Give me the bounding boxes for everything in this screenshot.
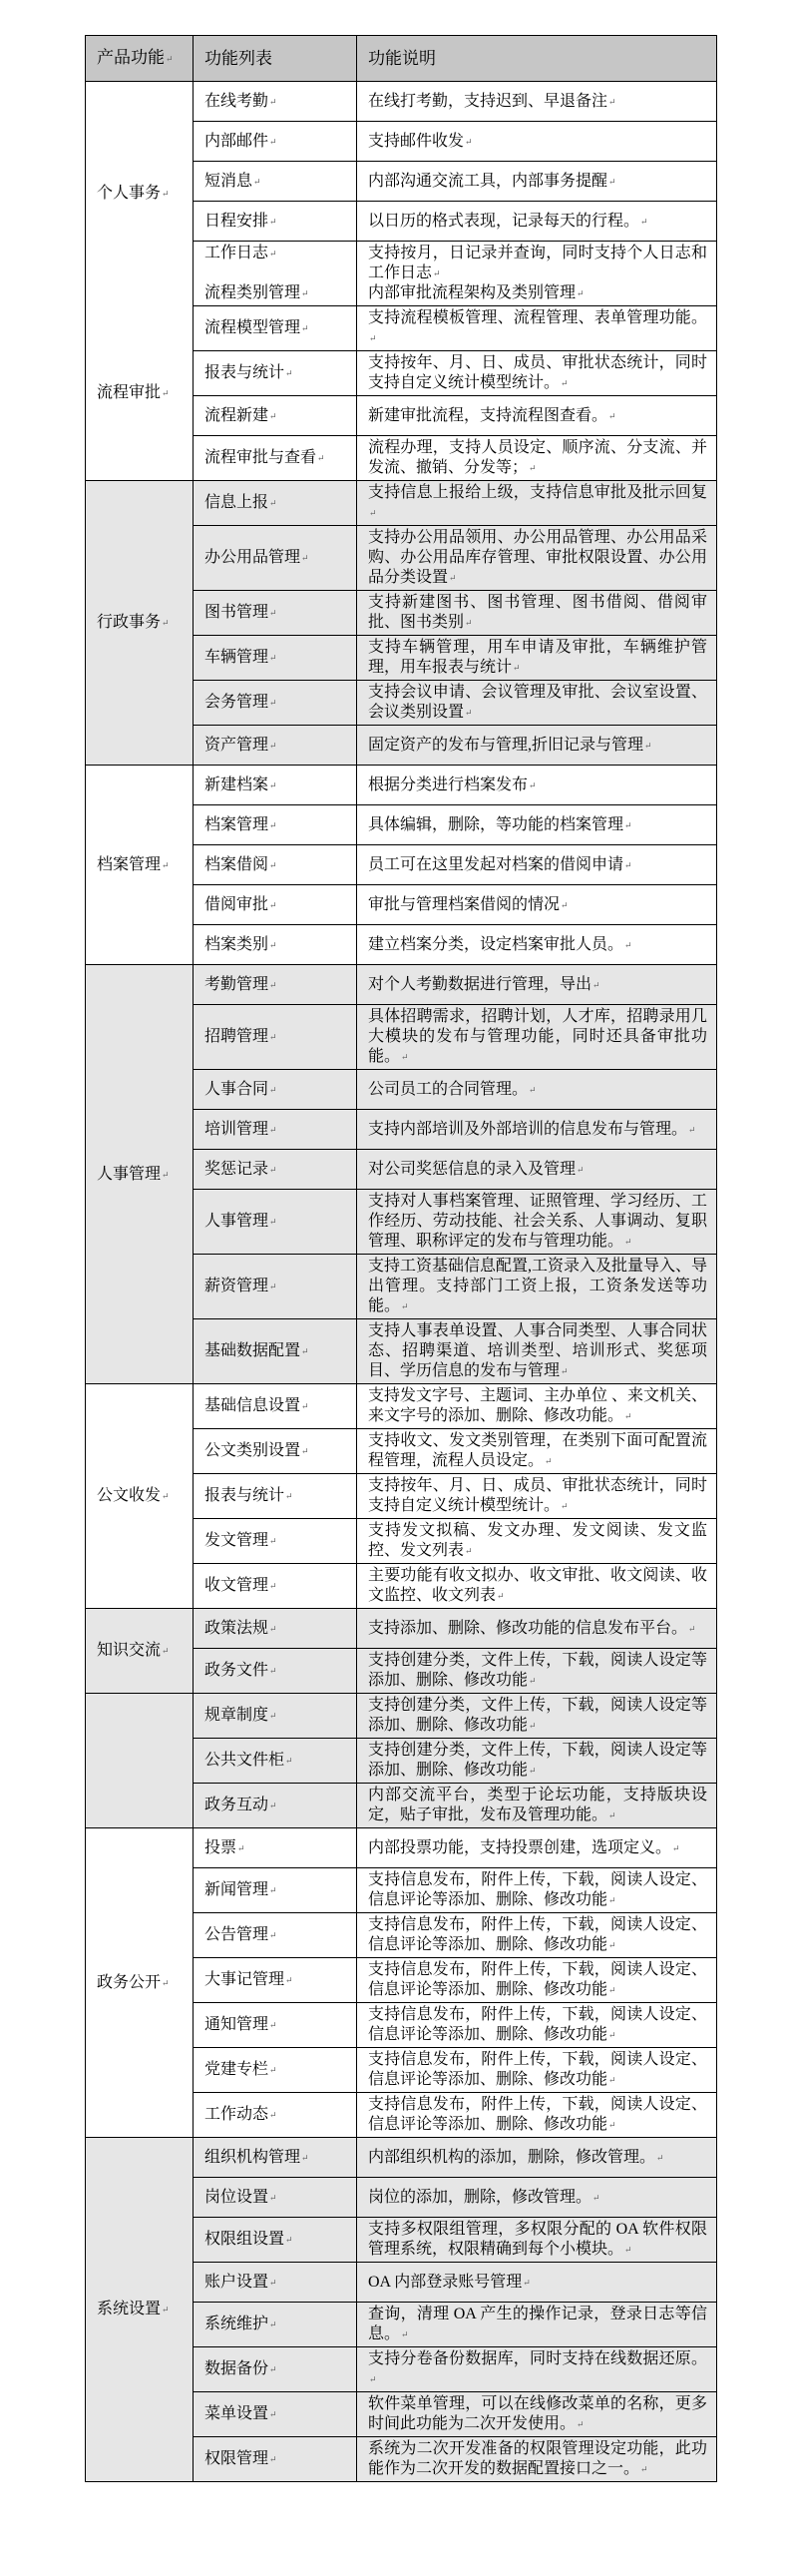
feature-description-cell: 支持信息上报给上级，支持信息审批及批示回复 ↵ [357,481,717,526]
feature-description-cell: 在线打考勤，支持迟到、早退备注 ↵ [357,82,717,122]
feature-description-cell: 支持邮件收发 ↵ [357,122,717,162]
group-name-cell [86,1694,194,1828]
feature-description-cell: 支持分卷备份数据库，同时支持在线数据还原。 ↵ [357,2347,717,2392]
feature-description-cell: 内部投票功能，支持投票创建，选项定义。 ↵ [357,1828,717,1868]
feature-description-cell: 内部交流平台，类型于论坛功能，支持版块设定，贴子审批，发布及管理功能。 ↵ [357,1784,717,1828]
feature-name-cell: 大事记管理 ↵ [194,1958,357,2003]
feature-name-cell: 内部邮件 ↵ [194,122,357,162]
feature-row [86,82,717,122]
feature-name-cell: 考勤管理 ↵ [194,965,357,1005]
feature-description-cell: 岗位的添加，删除，修改管理。 ↵ [357,2178,717,2218]
feature-description-cell: 以日历的格式表现，记录每天的行程。 ↵ [357,202,717,242]
feature-description-cell: 支持信息发布，附件上传，下载，阅读人设定、信息评论等添加、删除、修改功能 ↵ [357,2048,717,2093]
feature-description-cell: 根据分类进行档案发布 ↵ [357,766,717,805]
feature-description-cell: 支持信息发布，附件上传，下载，阅读人设定、信息评论等添加、删除、修改功能 ↵ [357,1868,717,1913]
feature-description-cell: 查询，清理 OA 产生的操作记录，登录日志等信息。 ↵ [357,2303,717,2347]
feature-row [86,766,717,805]
feature-row [86,1609,717,1649]
feature-name-cell: 通知管理 ↵ [194,2003,357,2048]
feature-row [86,1694,717,1739]
feature-name-cell: 档案管理 ↵ [194,805,357,845]
feature-name-cell: 公文类别设置 ↵ [194,1429,357,1474]
feature-name-cell: 培训管理 ↵ [194,1110,357,1150]
feature-name-cell: 办公用品管理 ↵ [194,526,357,591]
group-name-cell: 个人事务 ↵ [86,82,194,306]
feature-name-cell: 在线考勤 ↵ [194,82,357,122]
feature-row [86,1384,717,1429]
feature-description-cell: 支持创建分类，文件上传，下载，阅读人设定等添加、删除、修改功能 ↵ [357,1739,717,1784]
feature-name-cell: 基础数据配置 ↵ [194,1319,357,1384]
feature-description-cell: 软件菜单管理，可以在线修改菜单的名称，更多时间此功能为二次开发使用。 ↵ [357,2392,717,2437]
feature-name-cell: 招聘管理 ↵ [194,1005,357,1070]
feature-name-cell: 公共文件柜 ↵ [194,1739,357,1784]
feature-name-cell: 流程审批与查看 ↵ [194,436,357,481]
feature-description-cell: 支持对人事档案管理、证照管理、学习经历、工作经历、劳动技能、社会关系、人事调动、复职管理、职称评定的发布与管理功能。 ↵ [357,1190,717,1255]
feature-description-cell: 具体编辑，删除，等功能的档案管理 ↵ [357,805,717,845]
feature-name-cell: 报表与统计 ↵ [194,351,357,396]
feature-description-cell: 公司员工的合同管理。 ↵ [357,1070,717,1110]
group-name-cell: 行政事务 ↵ [86,481,194,766]
feature-description-cell: 员工可在这里发起对档案的借阅申请 ↵ [357,845,717,885]
feature-description-cell: 支持工资基础信息配置,工资录入及批量导入、导出管理。支持部门工资上报，工资条发送等功能。 ↵ [357,1255,717,1319]
feature-description-cell: 主要功能有收文拟办、收文审批、收文阅读、收文监控、收文列表 ↵ [357,1564,717,1609]
feature-description-cell: 支持信息发布，附件上传，下载，阅读人设定、信息评论等添加、删除、修改功能 ↵ [357,2093,717,2138]
feature-name-cell: 流程新建 ↵ [194,396,357,436]
feature-description-cell: 支持办公用品领用、办公用品管理、办公用品采购、办公用品库存管理、审批权限设置、办公用品分类设置 ↵ [357,526,717,591]
feature-description-cell: 支持信息发布，附件上传，下载，阅读人设定、信息评论等添加、删除、修改功能 ↵ [357,2003,717,2048]
feature-description-cell: 支持人事表单设置、人事合同类型、人事合同状态、招聘渠道、培训类型、培训形式、奖惩项目、学历信息的发布与管理 ↵ [357,1319,717,1384]
feature-name-cell: 组织机构管理 ↵ [194,2138,357,2178]
feature-description-cell: 系统为二次开发准备的权限管理设定功能，此功能作为二次开发的数据配置接口之一。 ↵ [357,2437,717,2482]
group-name-cell: 知识交流 ↵ [86,1609,194,1694]
feature-name-cell: 党建专栏 ↵ [194,2048,357,2093]
feature-name-cell: 政策法规 ↵ [194,1609,357,1649]
group-name-cell: 人事管理 ↵ [86,965,194,1384]
group-name-cell: 档案管理 ↵ [86,766,194,965]
feature-name-cell: 工作动态 ↵ [194,2093,357,2138]
feature-name-cell: 人事管理 ↵ [194,1190,357,1255]
feature-name-cell: 规章制度 ↵ [194,1694,357,1739]
oa-product-feature-table [85,35,717,2482]
feature-name-cell: 车辆管理 ↵ [194,636,357,681]
feature-name-cell: 新闻管理 ↵ [194,1868,357,1913]
feature-row [86,1828,717,1868]
feature-name-cell: 资产管理 ↵ [194,726,357,766]
feature-name-cell: 人事合同 ↵ [194,1070,357,1110]
feature-description-cell: 支持流程模板管理、流程管理、表单管理功能。 ↵ [357,306,717,351]
feature-name-cell: 基础信息设置 ↵ [194,1384,357,1429]
feature-name-cell: 会务管理 ↵ [194,681,357,726]
feature-name-cell: 流程模型管理 ↵ [194,306,357,351]
feature-description-cell: 支持按月，日记录并查询，同时支持个人日志和工作日志 ↵ 内部审批流程架构及类别管理 ↵ [357,242,717,306]
feature-description-cell: 支持按年、月、日、成员、审批状态统计，同时支持自定义统计模型统计。 ↵ [357,1474,717,1519]
header-feature-description: 功能说明 [357,36,717,82]
feature-name-cell: 档案借阅 ↵ [194,845,357,885]
feature-description-cell: 支持车辆管理，用车申请及审批，车辆维护管理，用车报表与统计 ↵ [357,636,717,681]
feature-description-cell: 内部组织机构的添加，删除，修改管理。 ↵ [357,2138,717,2178]
feature-row [86,2138,717,2178]
feature-description-cell: 固定资产的发布与管理,折旧记录与管理 ↵ [357,726,717,766]
feature-name-cell: 岗位设置 ↵ [194,2178,357,2218]
feature-row [86,306,717,351]
group-name-cell: 流程审批 ↵ [86,306,194,481]
feature-description-cell: 新建审批流程，支持流程图查看。 ↵ [357,396,717,436]
feature-description-cell: 支持内部培训及外部培训的信息发布与管理。 ↵ [357,1110,717,1150]
feature-name-cell: 信息上报 ↵ [194,481,357,526]
feature-description-cell: 支持会议申请、会议管理及审批、会议室设置、会议类别设置 ↵ [357,681,717,726]
feature-name-cell: 收文管理 ↵ [194,1564,357,1609]
group-name-cell: 系统设置 ↵ [86,2138,194,2482]
table-body [86,82,717,2482]
header-product-function: 产品功能 ↵ [86,36,194,82]
feature-description-cell: 支持添加、删除、修改功能的信息发布平台。 ↵ [357,1609,717,1649]
feature-row [86,965,717,1005]
feature-description-cell: 支持发文字号、主题词、主办单位 、来文机关、来文字号的添加、删除、修改功能。 ↵ [357,1384,717,1429]
feature-description-cell: 对公司奖惩信息的录入及管理 ↵ [357,1150,717,1190]
feature-name-cell: 工作日志 ↵ 流程类别管理 ↵ [194,242,357,306]
feature-name-cell: 投票 ↵ [194,1828,357,1868]
feature-name-cell: 系统维护 ↵ [194,2303,357,2347]
feature-name-cell: 公告管理 ↵ [194,1913,357,1958]
feature-name-cell: 权限管理 ↵ [194,2437,357,2482]
feature-name-cell: 薪资管理 ↵ [194,1255,357,1319]
feature-description-cell: 支持信息发布，附件上传，下载，阅读人设定、信息评论等添加、删除、修改功能 ↵ [357,1958,717,2003]
feature-description-cell: 支持信息发布，附件上传，下载，阅读人设定、信息评论等添加、删除、修改功能 ↵ [357,1913,717,1958]
feature-name-cell: 奖惩记录 ↵ [194,1150,357,1190]
feature-description-cell: 支持发文拟稿、发文办理、发文阅读、发文监控、发文列表 ↵ [357,1519,717,1564]
feature-name-cell: 政务互动 ↵ [194,1784,357,1828]
feature-description-cell: 支持多权限组管理，多权限分配的 OA 软件权限管理系统，权限精确到每个小模块。 ↵ [357,2218,717,2263]
feature-description-cell: 内部沟通交流工具，内部事务提醒 ↵ [357,162,717,202]
feature-description-cell: 支持收文、发文类别管理，在类别下面可配置流程管理，流程人员设定。 ↵ [357,1429,717,1474]
feature-name-cell: 日程安排 ↵ [194,202,357,242]
feature-name-cell: 报表与统计 ↵ [194,1474,357,1519]
header-feature-list: 功能列表 [194,36,357,82]
feature-name-cell: 数据备份 ↵ [194,2347,357,2392]
feature-description-cell: 支持创建分类，文件上传，下载，阅读人设定等添加、删除、修改功能 ↵ [357,1694,717,1739]
feature-description-cell: 支持创建分类，文件上传，下载，阅读人设定等添加、删除、修改功能 ↵ [357,1649,717,1694]
feature-name-cell: 菜单设置 ↵ [194,2392,357,2437]
feature-description-cell: 对个人考勤数据进行管理，导出 ↵ [357,965,717,1005]
group-name-cell: 政务公开 ↵ [86,1828,194,2138]
table-header-row [86,36,717,82]
feature-description-cell: OA 内部登录账号管理 ↵ [357,2263,717,2303]
feature-description-cell: 流程办理，支持人员设定、顺序流、分支流、并发流、撤销、分发等； ↵ [357,436,717,481]
feature-description-cell: 支持新建图书、图书管理、图书借阅、借阅审批、图书类别 ↵ [357,591,717,636]
feature-name-cell: 账户设置 ↵ [194,2263,357,2303]
feature-name-cell: 短消息 ↵ [194,162,357,202]
feature-name-cell: 借阅审批 ↵ [194,885,357,925]
feature-description-cell: 审批与管理档案借阅的情况 ↵ [357,885,717,925]
feature-description-cell: 具体招聘需求，招聘计划，人才库，招聘录用几大模块的发布与管理功能，同时还具备审批功能。 ↵ [357,1005,717,1070]
feature-name-cell: 政务文件 ↵ [194,1649,357,1694]
feature-description-cell: 建立档案分类，设定档案审批人员。 ↵ [357,925,717,965]
feature-name-cell: 新建档案 ↵ [194,766,357,805]
feature-name-cell: 档案类别 ↵ [194,925,357,965]
feature-name-cell: 权限组设置 ↵ [194,2218,357,2263]
group-name-cell: 公文收发 ↵ [86,1384,194,1609]
feature-description-cell: 支持按年、月、日、成员、审批状态统计，同时支持自定义统计模型统计。 ↵ [357,351,717,396]
feature-row [86,481,717,526]
feature-name-cell: 图书管理 ↵ [194,591,357,636]
feature-name-cell: 发文管理 ↵ [194,1519,357,1564]
